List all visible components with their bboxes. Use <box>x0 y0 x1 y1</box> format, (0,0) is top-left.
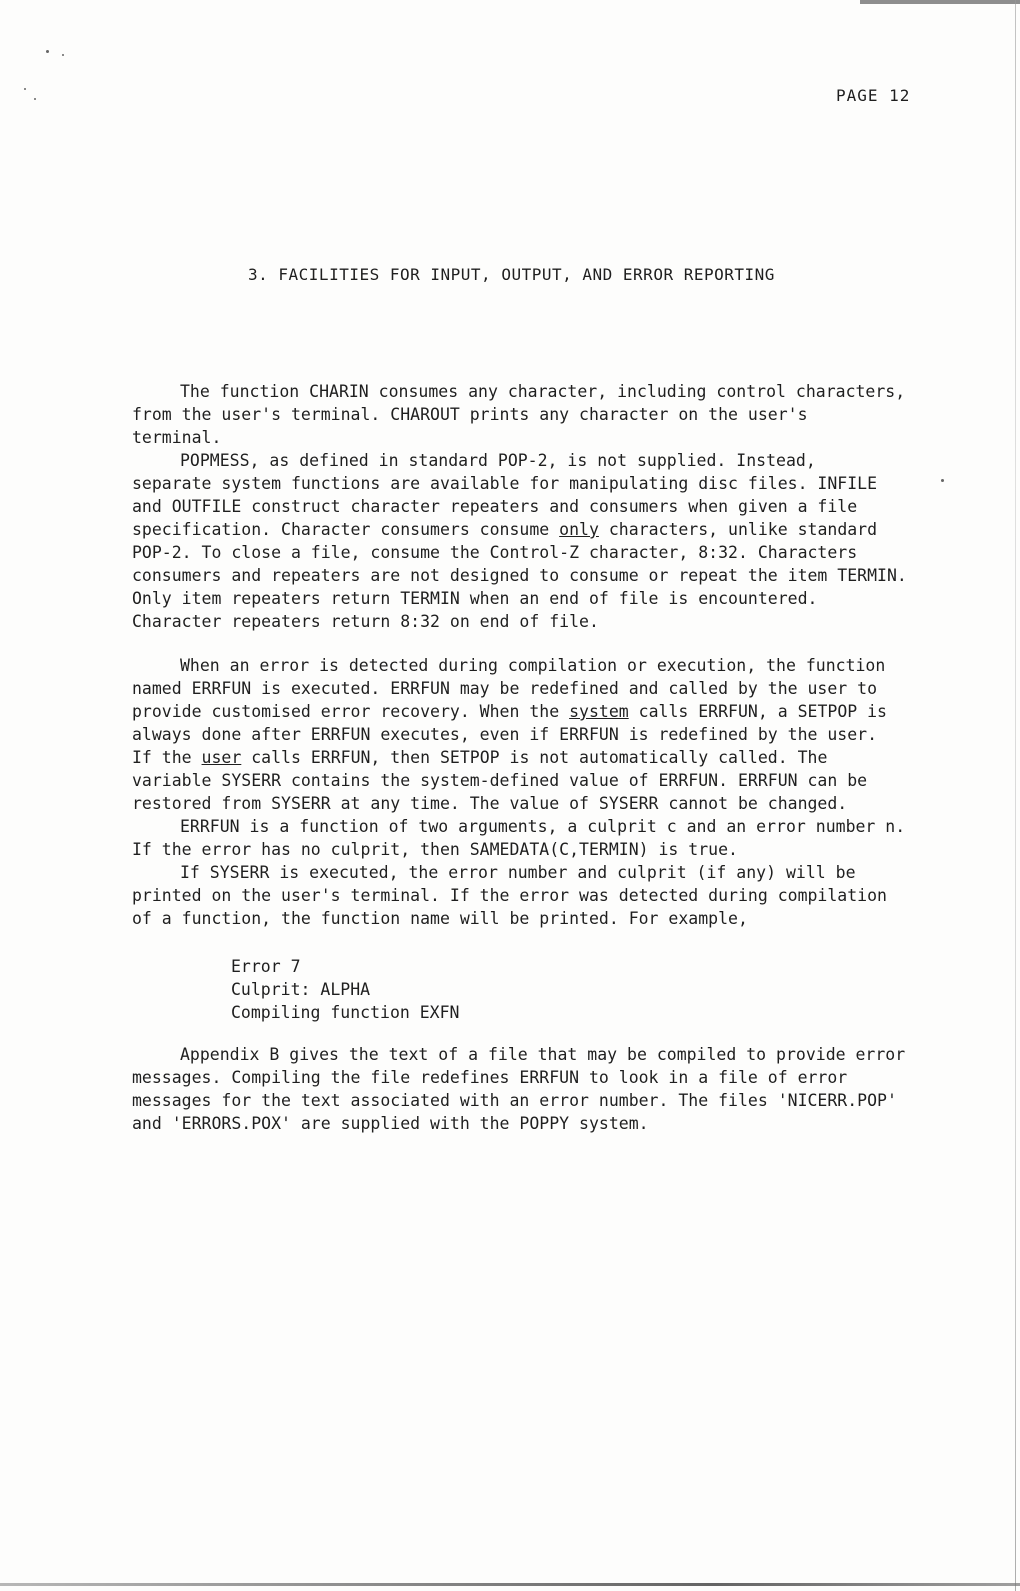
underlined-word: only <box>559 520 599 539</box>
text-line: always done after ERRFUN executes, even if ERRFUN is redefined by the user. <box>132 725 878 744</box>
text-line: and OUTFILE construct character repeaters and consumers when given a file <box>132 497 858 516</box>
scan-speck <box>46 50 49 53</box>
underlined-word: user <box>201 748 242 767</box>
text-line <box>132 518 912 541</box>
text-span: specification. Character consumers consume <box>132 520 560 539</box>
text-line: named ERRFUN is executed. ERRFUN may be redefined and called by the user to <box>132 679 878 698</box>
text-line: of a function, the function name will be printed. For example, <box>132 909 748 928</box>
text-span: When an error is detected during compilation or execution, the function <box>180 656 886 675</box>
text-line: messages for the text associated with an error number. The files 'NICERR.POP' <box>132 1091 897 1110</box>
text-line: restored from SYSERR at any time. The value of SYSERR cannot be changed. <box>132 794 848 813</box>
scan-edge-right <box>1015 0 1016 1591</box>
error-example-block <box>231 955 459 1024</box>
text-line: and 'ERRORS.POX' are supplied with the POPPY system. <box>132 1114 649 1133</box>
text-line: If the error has no culprit, then SAMEDATA(C,TERMIN) is true. <box>132 840 738 859</box>
text-line <box>132 815 912 838</box>
text-line: terminal. <box>132 428 222 447</box>
underlined-word: system <box>569 702 629 721</box>
paragraph-syserr <box>132 861 912 930</box>
text-line: separate system functions are available for manipulating disc files. INFILE <box>132 474 878 493</box>
scan-speck <box>24 88 26 90</box>
text-line: POP-2. To close a file, consume the Control-Z character, 8:32. Characters <box>132 543 858 562</box>
example-line: Compiling function EXFN <box>231 1003 460 1022</box>
example-line: Culprit: ALPHA <box>231 980 371 999</box>
paragraph-errfun-args <box>132 815 912 861</box>
text-line: messages. Compiling the file redefines ERRFUN to look in a file of error <box>132 1068 848 1087</box>
text-line <box>132 700 912 723</box>
text-line: from the user's terminal. CHAROUT prints any character on the user's <box>132 405 808 424</box>
example-line: Error 7 <box>231 957 301 976</box>
text-span: POPMESS, as defined in standard POP-2, is not supplied. Instead, <box>180 451 816 470</box>
text-span: calls ERRFUN, a SETPOP is <box>628 702 887 721</box>
scan-edge-top <box>860 0 1020 4</box>
text-line: variable SYSERR contains the system-defined value of ERRFUN. ERRFUN can be <box>132 771 868 790</box>
text-line: Character repeaters return 8:32 on end of file. <box>132 612 599 631</box>
text-line <box>132 449 912 472</box>
text-line <box>132 746 912 769</box>
text-line: printed on the user's terminal. If the error was detected during compilation <box>132 886 887 905</box>
text-span: If the <box>132 748 202 767</box>
text-line: consumers and repeaters are not designed to consume or repeat the item TERMIN. <box>132 566 907 585</box>
text-span: Appendix B gives the text of a file that may be compiled to provide error <box>180 1045 906 1064</box>
section-heading: 3. FACILITIES FOR INPUT, OUTPUT, AND ERROR REPORTING <box>248 265 775 284</box>
text-span: characters, unlike standard <box>598 520 878 539</box>
text-line <box>132 861 912 884</box>
paragraph-charin <box>132 380 912 449</box>
text-line: Only item repeaters return TERMIN when an end of file is encountered. <box>132 589 818 608</box>
text-line <box>132 1043 912 1066</box>
scan-speck <box>62 54 64 56</box>
text-line <box>132 380 912 403</box>
paragraph-errfun <box>132 654 912 815</box>
text-span: provide customised error recovery. When the <box>132 702 570 721</box>
paragraph-appendix-b <box>132 1043 912 1135</box>
text-span: calls ERRFUN, then SETPOP is not automatically called. The <box>241 748 828 767</box>
text-line <box>132 654 912 677</box>
page-number: PAGE 12 <box>836 86 911 105</box>
scan-speck <box>941 479 944 482</box>
text-span: If SYSERR is executed, the error number and culprit (if any) will be <box>180 863 856 882</box>
text-span: ERRFUN is a function of two arguments, a culprit c and an error number n. <box>180 817 906 836</box>
scan-speck <box>34 98 36 100</box>
scan-edge-bottom <box>0 1583 1020 1586</box>
paragraph-popmess <box>132 449 912 633</box>
text-span: The function CHARIN consumes any character, including control characters, <box>180 382 906 401</box>
